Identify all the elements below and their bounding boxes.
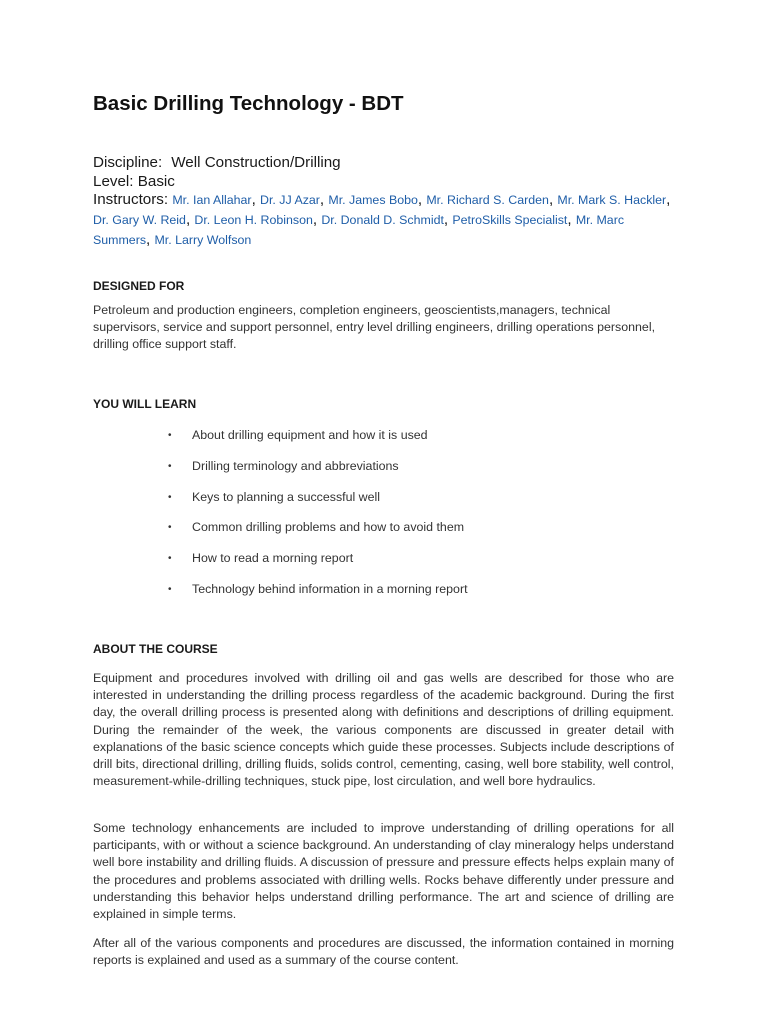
designed-for-heading: DESIGNED FOR <box>93 279 185 293</box>
you-will-learn-heading: YOU WILL LEARN <box>93 397 197 411</box>
designed-for-text: Petroleum and production engineers, completion engineers, geoscientists,managers, technical supervisors, service and support personnel, entry level drilling engineers, drilling operations personnel, drilling office support staff. <box>93 303 656 352</box>
instructor-link[interactable]: Mr. Larry Wolfson <box>154 233 252 247</box>
bullet-icon: • <box>168 583 172 595</box>
instructor-link[interactable]: Mr. Marc Summers <box>93 213 625 247</box>
bullet-icon: • <box>168 460 172 472</box>
instructor-link[interactable]: Dr. Gary W. Reid <box>93 213 186 227</box>
instructors-line: Instructors: Mr. Ian Allahar, Dr. JJ Azar, Mr. James Bobo, Mr. Richard S. Carden, Mr. Mark S. Hackler, Dr. Gary W. Reid, Dr. Leon H. Robinson, Dr. Donald D. Schmidt, PetroSkills Specialist, Mr. Marc Summers, Mr. Larry Wolfson <box>93 191 671 248</box>
page-title: Basic Drilling Technology - BDT <box>93 92 404 115</box>
instructor-link[interactable]: Mr. Ian Allahar <box>172 193 252 207</box>
about-paragraph-3: After all of the various components and procedures are discussed, the information contained in morning reports is explained and used as a summary of the course content. <box>93 936 674 968</box>
course-meta <box>93 153 674 191</box>
discipline-value: Well Construction/Drilling <box>171 154 341 171</box>
bullet-icon: • <box>168 430 172 441</box>
level-line: Level: Basic <box>93 173 175 190</box>
about-paragraph-1: Equipment and procedures involved with drilling oil and gas wells are described for those who are interested in understanding the drilling process regardless of the academic background. During the first day, the overall drilling process is presented along with definitions and descriptions of drilling equipment. During the remainder of the week, the various components are discussed in greater detail with explanations of the basic science concepts which guide these processes. Subjects include descriptions of drill bits, directional drilling, drilling fluids, solids control, cementing, casing, well bore stability, well control, measurement-while-drilling techniques, stuck pipe, lost circulation, and well bore hydraulics. <box>93 671 674 789</box>
instructor-link[interactable]: Dr. JJ Azar <box>260 193 320 207</box>
bullet-icon: • <box>168 491 172 503</box>
instructor-link[interactable]: Dr. Donald D. Schmidt <box>321 213 444 227</box>
instructor-link[interactable]: Mr. Mark S. Hackler <box>557 193 667 207</box>
instructor-link[interactable]: PetroSkills Specialist <box>452 213 568 227</box>
about-paragraph-2: Some technology enhancements are included to improve understanding of drilling operations for all participants, with or without a science background. An understanding of clay mineralogy helps understand well bore instability and drilling fluids. A discussion of pressure and pressure effects helps explain many of the procedures and problems associated with drilling wells. Rocks behave differently under pressure and understanding this behavior helps understand drilling performance. The art and science of drilling are explained in simple terms. <box>93 821 674 922</box>
instructor-link[interactable]: Mr. James Bobo <box>328 193 418 207</box>
instructors-label: Instructors: <box>93 191 169 208</box>
discipline-line <box>93 153 674 172</box>
instructor-link[interactable]: Mr. Richard S. Carden <box>426 193 549 207</box>
discipline-label: Discipline: <box>93 154 163 171</box>
instructor-link[interactable]: Dr. Leon H. Robinson <box>194 213 313 227</box>
bullet-icon: • <box>168 553 172 565</box>
about-course-heading: ABOUT THE COURSE <box>93 642 218 656</box>
bullet-icon: • <box>168 522 172 534</box>
